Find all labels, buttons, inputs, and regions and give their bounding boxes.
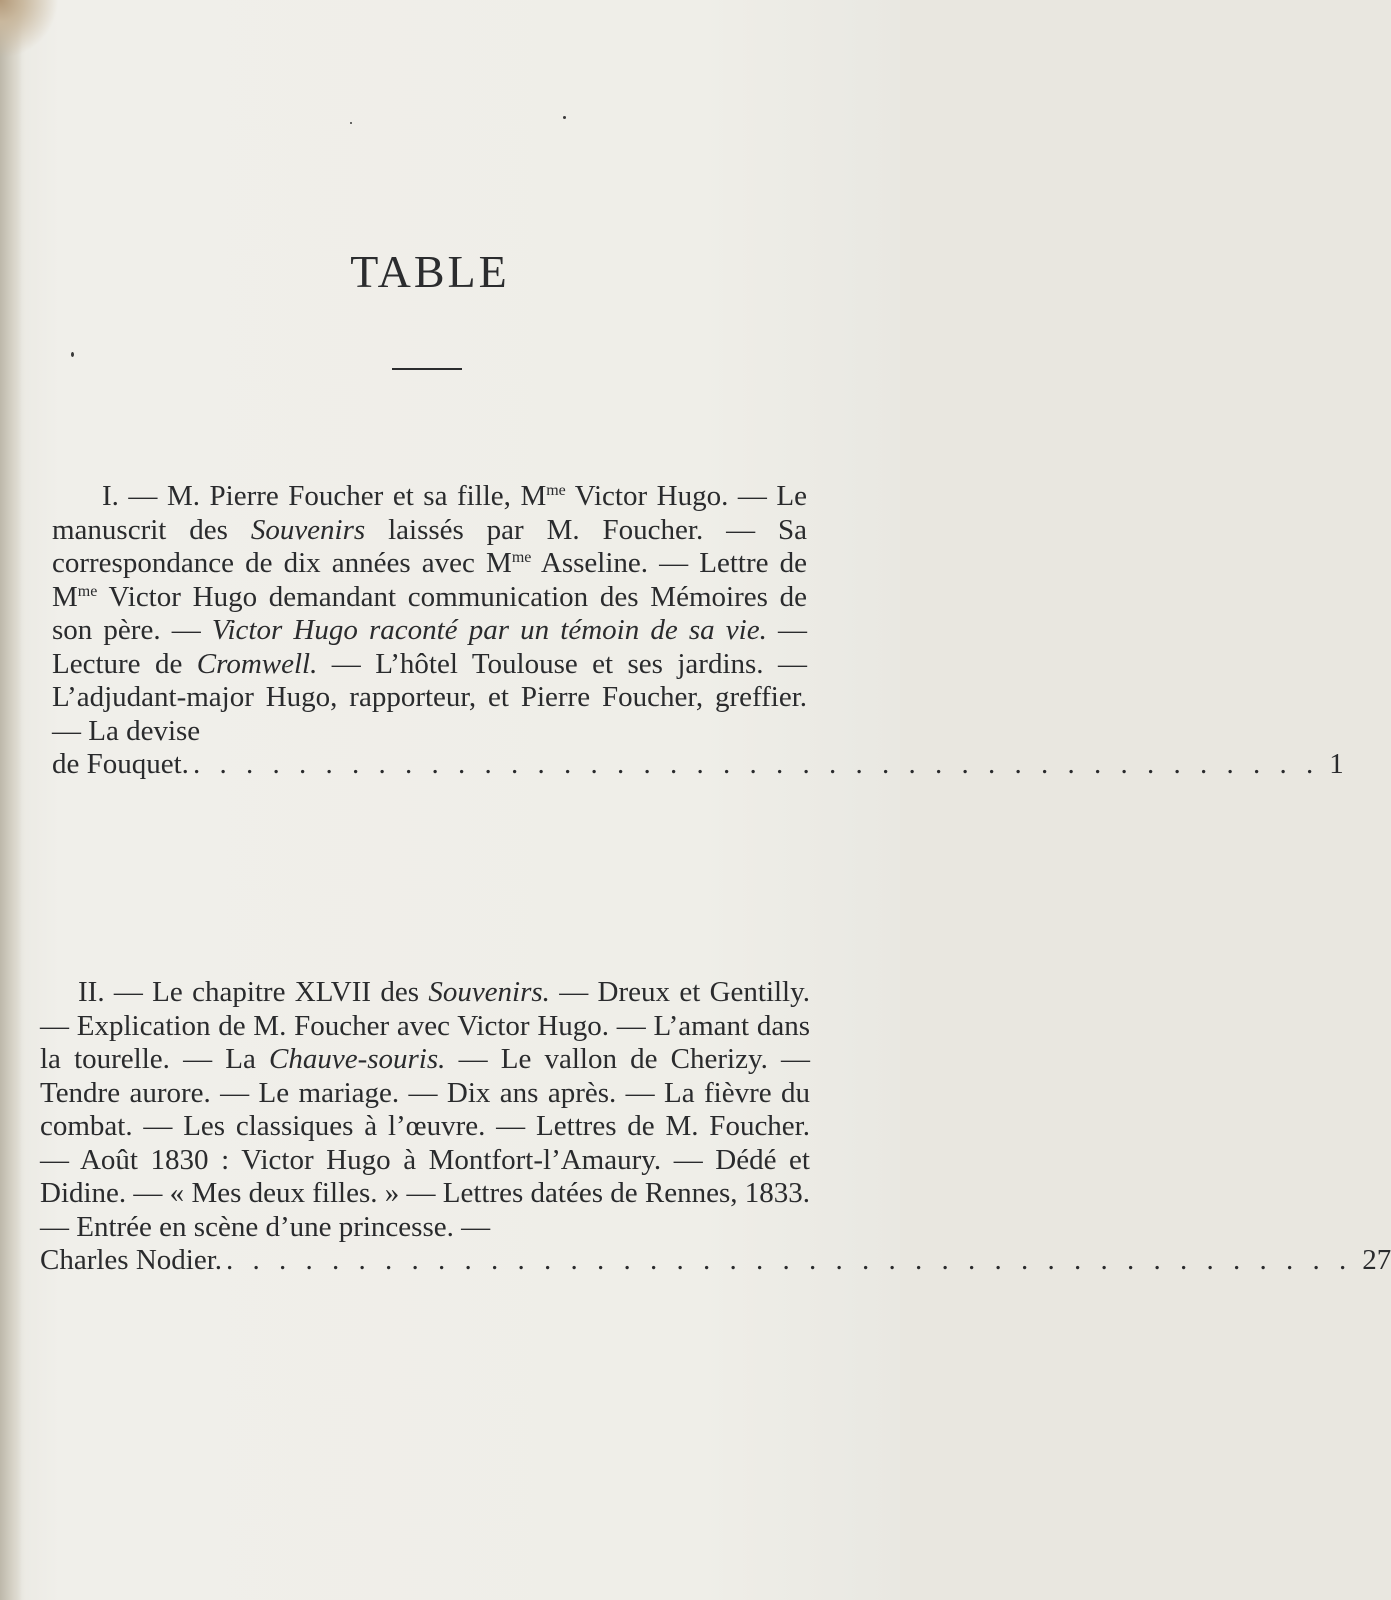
toc-entry-1	[52, 480, 1344, 782]
summary-text: — Lecture de	[52, 614, 808, 680]
summary-text: Victor Hugo demandant communication des Mémoires de son père. —	[52, 580, 807, 646]
summary-text: Asseline. — Lettre de M	[52, 547, 808, 613]
toc-entry-1-last-line: de Fouquet.	[52, 748, 189, 780]
toc-entry-1-text	[52, 480, 807, 748]
toc-entry-2	[40, 976, 1391, 1278]
paper-speck	[350, 122, 352, 124]
toc-entry-2-page-number: 27	[1362, 1244, 1391, 1276]
title-rule	[392, 368, 462, 370]
toc-entry-1-leader	[52, 748, 1344, 782]
toc-entry-2-last-line: Charles Nodier.	[40, 1244, 223, 1276]
superscript-abbrev: me	[546, 482, 566, 499]
dot-leader: . . . . . . . . . . . . . . . . . . . . . . . . . . . . . . . . . . . . . . . . . . .	[192, 748, 1320, 780]
toc-entry-2-leader	[40, 1244, 1391, 1278]
toc-entry-1-summary	[52, 480, 807, 747]
paper-speck	[563, 116, 566, 119]
toc-entry-2-text	[40, 976, 810, 1244]
toc-entry-1-page-number: 1	[1329, 748, 1344, 780]
italic-title: Souvenirs	[250, 513, 366, 546]
toc-entry-2-summary	[40, 976, 810, 1243]
italic-title: Cromwell.	[196, 647, 318, 680]
summary-text: Victor Hugo. — Le manuscrit des	[52, 480, 807, 546]
paper-speck	[71, 352, 74, 357]
italic-title: Souvenirs.	[428, 976, 550, 1008]
summary-text: — Le vallon de Cherizy. — Tendre aurore. — Le mariage. — Dix ans après. — La fièvre du combat. — Les classiques à l’œuvre. — Lettres de M. Foucher. — Août 1830 : Victor Hugo à Montfort-l’Amaury. — Dédé et Didine. — « Mes deux filles. » — Lettres datées de Rennes, 1833. — Entrée en scène d’une princesse. —	[40, 1043, 810, 1243]
dot-leader: . . . . . . . . . . . . . . . . . . . . . . . . . . . . . . . . . . . . . . . . . . .	[226, 1244, 1353, 1276]
page-gutter-shadow	[0, 0, 22, 1600]
summary-text: — Dreux et Gentilly. — Explication de M. Foucher avec Victor Hugo. — L’amant dans la tourelle. — La	[40, 976, 810, 1075]
toc-entry-2-numeral: II. —	[78, 976, 143, 1008]
summary-text: Le chapitre XLVII des	[142, 976, 429, 1008]
summary-text: laissés par M. Foucher. — Sa correspondance de dix années avec M	[52, 513, 808, 579]
page-corner-stain	[0, 0, 60, 60]
italic-title: Chauve-souris.	[268, 1043, 446, 1075]
italic-title: Victor Hugo raconté par un témoin de sa vie.	[211, 614, 767, 646]
superscript-abbrev: me	[511, 549, 532, 566]
superscript-abbrev: me	[77, 582, 98, 600]
summary-text: M. Pierre Foucher et sa fille, M	[157, 480, 547, 512]
page-title: TABLE	[350, 246, 510, 297]
toc-entry-1-numeral: I. —	[102, 480, 158, 512]
summary-text: — L’hôtel Toulouse et ses jardins. — L’adjudant-major Hugo, rapporteur, et Pierre Foucher, greffier. — La devise	[52, 647, 807, 747]
